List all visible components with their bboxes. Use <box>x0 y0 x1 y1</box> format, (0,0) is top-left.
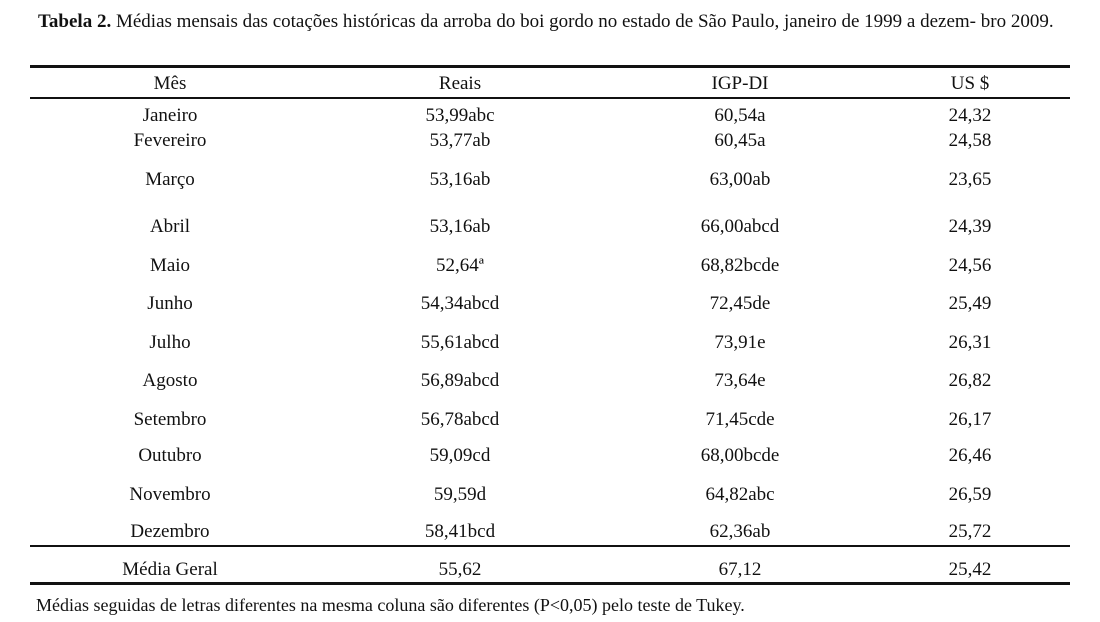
cell-reais: 56,78abcd <box>420 409 500 430</box>
table-row <box>30 369 1070 393</box>
cell-igp-di: 68,82bcde <box>700 255 780 276</box>
cell-igp-di: 60,45a <box>714 130 766 151</box>
cell-reais: 53,16ab <box>429 169 491 190</box>
cell-usd: 26,31 <box>948 332 992 353</box>
cell-usd: 24,32 <box>948 105 992 126</box>
cell-month: Junho <box>147 293 193 314</box>
cell-igp-di: 64,82abc <box>705 484 775 505</box>
cell-igp-di: 71,45cde <box>705 409 775 430</box>
table-row <box>30 520 1070 544</box>
cell-reais: 56,89abcd <box>420 370 500 391</box>
table-row <box>30 254 1070 278</box>
cell-month: Maio <box>149 255 191 276</box>
cell-reais: 58,41bcd <box>424 521 496 542</box>
cell-usd: 26,82 <box>948 370 992 391</box>
header-igp-di: IGP-DI <box>711 73 769 94</box>
cell-usd: 24,58 <box>948 130 992 151</box>
cell-reais: 59,59d <box>433 484 487 505</box>
table-row <box>30 168 1070 192</box>
cell-month: Julho <box>149 332 191 353</box>
cell-igp-di: 66,00abcd <box>700 216 780 237</box>
cell-usd: 23,65 <box>948 169 992 190</box>
cell-igp-di: 68,00bcde <box>700 445 780 466</box>
cell-igp-di: 73,91e <box>714 332 766 353</box>
table-footnote: Médias seguidas de letras diferentes na mesma coluna são diferentes (P<0,05) pelo teste de Tukey. <box>36 595 745 615</box>
cell-month: Fevereiro <box>133 130 207 151</box>
cell-usd: 26,46 <box>948 445 992 466</box>
cell-month: Agosto <box>142 370 198 391</box>
table-row <box>30 104 1070 128</box>
table-row <box>30 408 1070 432</box>
cell-igp-di: 60,54a <box>714 105 766 126</box>
cell-reais: 52,64ª <box>436 255 484 276</box>
cell-month: Outubro <box>138 445 202 466</box>
cell-month: Novembro <box>129 484 211 505</box>
cell-igp-di: 72,45de <box>709 293 771 314</box>
summary-label: Média Geral <box>122 559 218 580</box>
header-usd: US $ <box>950 73 990 94</box>
header-month: Mês <box>153 73 187 94</box>
table-row <box>30 331 1070 355</box>
header-reais: Reais <box>438 73 482 94</box>
cell-reais: 53,16ab <box>429 216 491 237</box>
cell-usd: 25,49 <box>948 293 992 314</box>
summary-igp-di: 67,12 <box>718 559 762 580</box>
cell-reais: 59,09cd <box>429 445 491 466</box>
cell-igp-di: 63,00ab <box>709 169 771 190</box>
cell-usd: 25,72 <box>948 521 992 542</box>
table-row <box>30 129 1070 153</box>
cell-month: Setembro <box>133 409 207 430</box>
table-row <box>30 444 1070 468</box>
cell-reais: 55,61abcd <box>420 332 500 353</box>
top-rule <box>30 65 1070 68</box>
table-row <box>30 215 1070 239</box>
cell-usd: 24,56 <box>948 255 992 276</box>
summary-row <box>30 558 1070 582</box>
cell-reais: 54,34abcd <box>420 293 500 314</box>
cell-month: Abril <box>149 216 191 237</box>
caption-text: Médias mensais das cotações históricas da arroba do boi gordo no estado de São Paulo, janeiro de 1999 a dezem- bro 2009. <box>111 11 1054 32</box>
table-header-row <box>30 72 1070 96</box>
cell-igp-di: 62,36ab <box>709 521 771 542</box>
cell-month: Dezembro <box>130 521 210 542</box>
table-row <box>30 483 1070 507</box>
cell-igp-di: 73,64e <box>714 370 766 391</box>
summary-reais: 55,62 <box>438 559 482 580</box>
table-row <box>30 292 1070 316</box>
cell-usd: 24,39 <box>948 216 992 237</box>
cell-usd: 26,17 <box>948 409 992 430</box>
bottom-rule <box>30 582 1070 585</box>
summary-rule <box>30 545 1070 547</box>
cell-reais: 53,77ab <box>429 130 491 151</box>
cell-month: Janeiro <box>142 105 198 126</box>
table-caption <box>38 10 1068 33</box>
cell-reais: 53,99abc <box>425 105 495 126</box>
cell-usd: 26,59 <box>948 484 992 505</box>
header-rule <box>30 97 1070 99</box>
caption-label: Tabela 2. <box>38 11 112 32</box>
cell-month: Março <box>145 169 195 190</box>
summary-usd: 25,42 <box>948 559 992 580</box>
